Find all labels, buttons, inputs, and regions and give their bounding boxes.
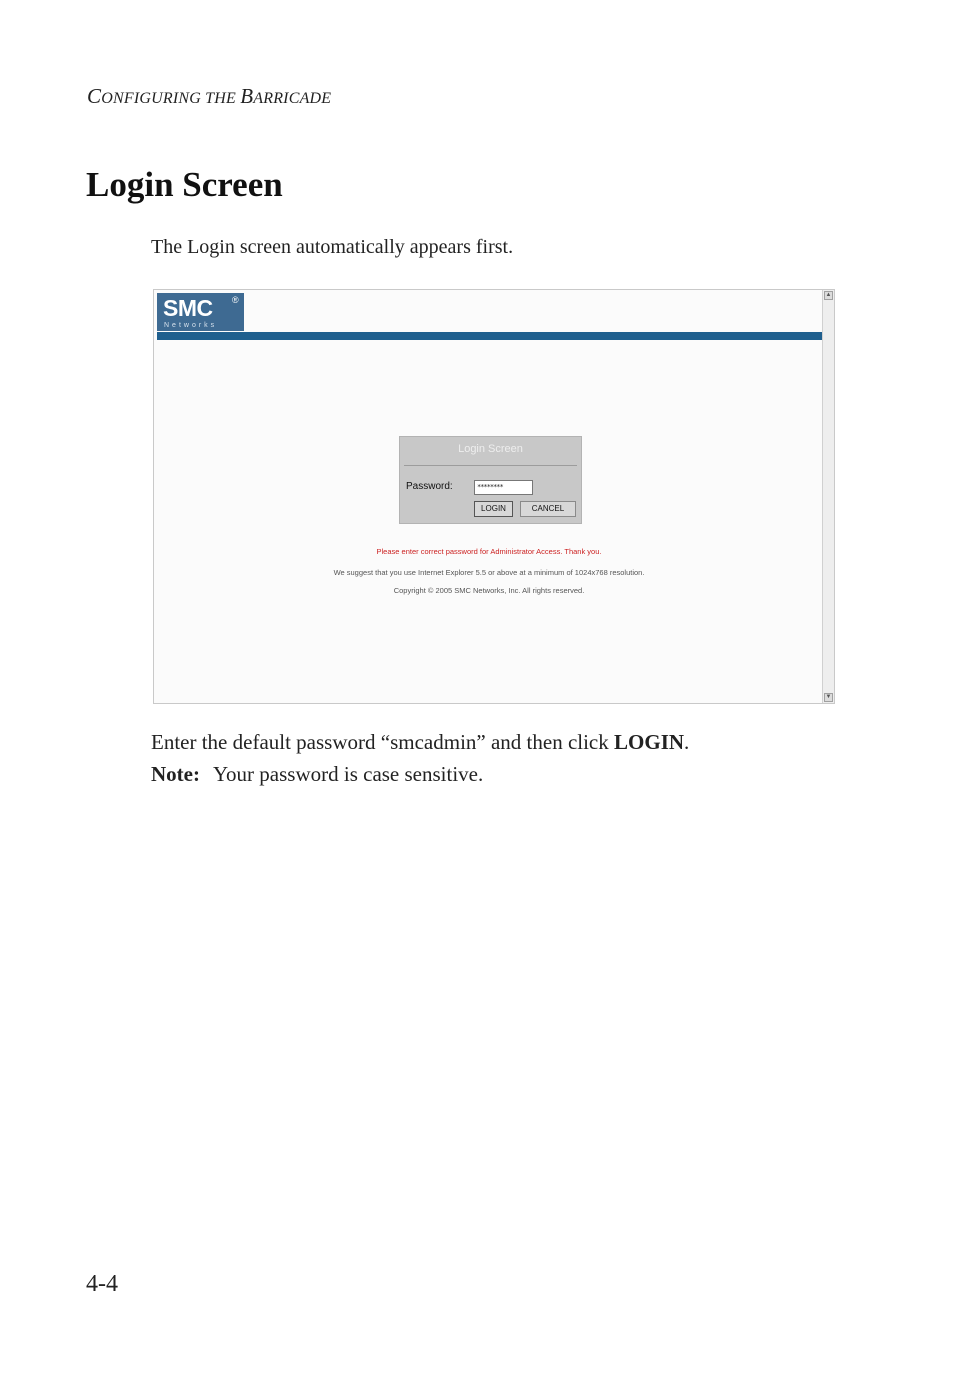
running-header-smallcaps-2: ARRICADE bbox=[253, 90, 332, 107]
scroll-down-arrow-icon[interactable]: ▼ bbox=[825, 694, 832, 700]
login-box-title: Login Screen bbox=[458, 443, 523, 455]
cancel-button[interactable]: CANCEL bbox=[520, 501, 576, 517]
logo-registered-mark: ® bbox=[232, 295, 239, 305]
logo-subtext: Networks bbox=[164, 322, 218, 329]
vertical-scrollbar[interactable] bbox=[822, 290, 834, 703]
note-text: Your password is case sensitive. bbox=[212, 762, 484, 786]
header-bar bbox=[157, 332, 825, 340]
instruction-pre: Enter the default password “smcadmin” and then click bbox=[151, 730, 615, 754]
error-message: Please enter correct password for Administrator Access. Thank you. bbox=[376, 547, 602, 556]
login-button[interactable]: LOGIN bbox=[474, 501, 513, 517]
copyright-notice: Copyright © 2005 SMC Networks, Inc. All rights reserved. bbox=[393, 586, 585, 595]
page-title: Login Screen bbox=[86, 165, 283, 204]
intro-text: The Login screen automatically appears first. bbox=[151, 236, 514, 258]
scroll-up-arrow-icon[interactable]: ▲ bbox=[825, 292, 832, 298]
login-box bbox=[399, 436, 582, 524]
running-header-cap-c: C bbox=[87, 84, 102, 108]
logo-text: SMC bbox=[163, 295, 213, 321]
note-label: Note: bbox=[151, 762, 200, 786]
smc-logo bbox=[157, 293, 244, 331]
browser-suggestion: We suggest that you use Internet Explorer 5.5 or above at a minimum of 1024x768 resolution. bbox=[333, 568, 645, 577]
login-screenshot-figure bbox=[153, 289, 835, 704]
running-header-cap-b: B bbox=[240, 84, 254, 108]
note bbox=[151, 762, 483, 787]
running-header bbox=[87, 84, 331, 109]
instruction-post: . bbox=[684, 730, 690, 754]
instruction-login-bold: LOGIN bbox=[614, 730, 685, 754]
password-input[interactable]: ******** bbox=[474, 480, 533, 495]
login-box-divider bbox=[404, 465, 577, 466]
password-label: Password: bbox=[406, 481, 453, 492]
running-header-smallcaps-1: ONFIGURING THE bbox=[101, 90, 241, 107]
page-number: 4-4 bbox=[86, 1271, 118, 1297]
instruction-text bbox=[151, 730, 689, 755]
